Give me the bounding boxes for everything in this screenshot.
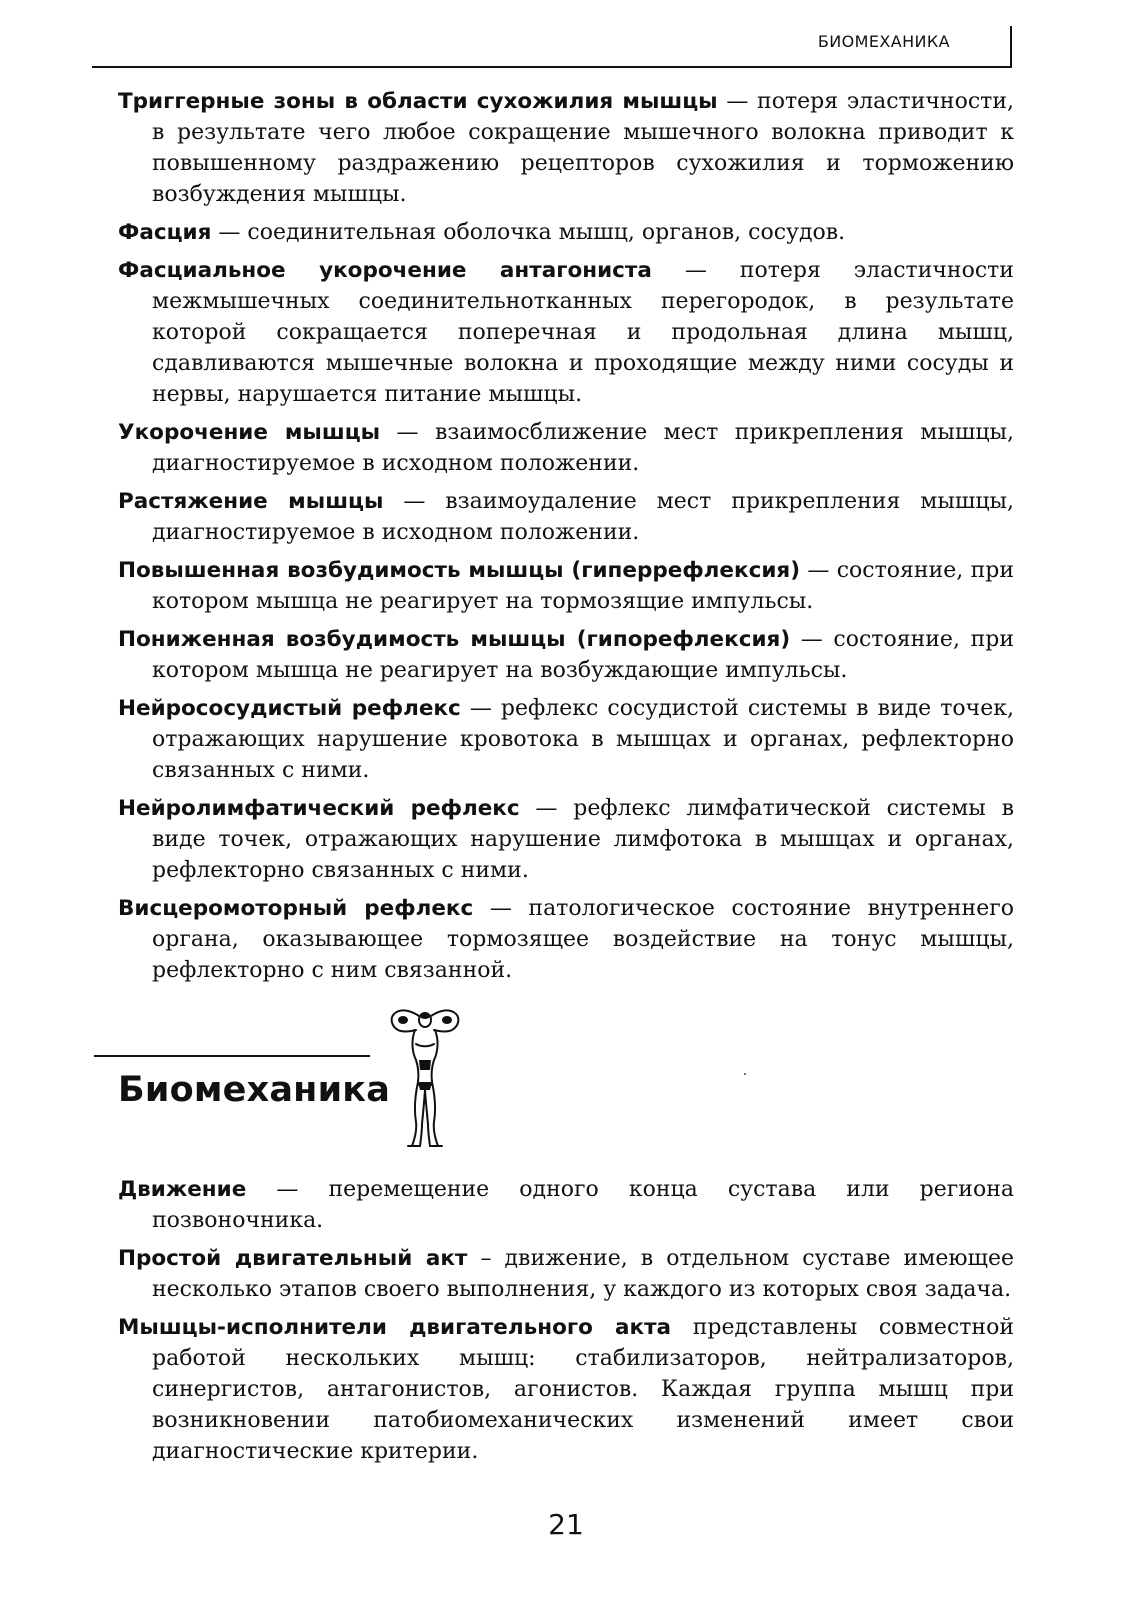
definition-item	[118, 217, 1014, 248]
header-tick	[1010, 26, 1012, 68]
header-rule	[92, 66, 1012, 68]
definition-text: движение, в отдельном суставе имеющее несколько этапов своего выполнения, у каждого из которых своя задача.	[152, 1246, 1014, 1302]
definition-item	[118, 624, 1014, 686]
definition-separator: —	[790, 627, 834, 652]
definition-item	[118, 693, 1014, 786]
page-number: 21	[548, 1508, 584, 1541]
definition-term: Растяжение мышцы	[118, 489, 384, 514]
running-header: БИОМЕХАНИКА	[817, 32, 950, 51]
definition-separator: —	[473, 896, 529, 921]
definitions-list-biomechanics	[118, 1174, 1014, 1474]
definition-text: перемещение одного конца сустава или региона позвоночника.	[152, 1177, 1014, 1233]
definition-text: потеря эластичности, в результате чего любое сокращение мышечного волокна приводит к повышенному раздражению рецепторов сухожилия и торможению возбуждения мышцы.	[152, 89, 1014, 207]
definition-item	[118, 1243, 1014, 1305]
definition-separator: —	[211, 220, 248, 245]
definition-term: Фасция	[118, 220, 212, 245]
definition-separator: —	[717, 89, 758, 114]
definition-term: Пониженная возбудимость мышцы (гипорефлексия)	[118, 627, 791, 652]
definition-term: Нейролимфатический рефлекс	[118, 796, 520, 821]
definition-text: взаимосближение мест прикрепления мышцы, диагностируемое в исходном положении.	[152, 420, 1014, 476]
definition-text: рефлекс сосудистой системы в виде точек, отражающих нарушение кровотока в мышцах и органах, рефлекторно связанных с ними.	[152, 696, 1014, 783]
definition-separator: —	[383, 489, 446, 514]
definition-term: Фасциальное укорочение антагониста	[118, 258, 652, 283]
definition-text: состояние, при котором мышца не реагирует на тормозящие импульсы.	[152, 558, 1014, 614]
definition-item	[118, 255, 1014, 410]
definition-separator: —	[460, 696, 501, 721]
bodybuilder-figure-icon	[378, 1000, 472, 1152]
definition-separator: —	[651, 258, 740, 283]
definition-item	[118, 893, 1014, 986]
section-title: Биомеханика	[118, 1070, 391, 1110]
definition-separator	[671, 1315, 693, 1340]
definition-separator: —	[246, 1177, 329, 1202]
definition-separator: —	[519, 796, 574, 821]
definition-term: Висцеромоторный рефлекс	[118, 896, 474, 921]
speck	[744, 1073, 746, 1075]
definition-separator: –	[467, 1246, 505, 1271]
definition-item	[118, 1312, 1014, 1467]
definition-term: Простой двигательный акт	[118, 1246, 468, 1271]
definition-item	[118, 486, 1014, 548]
definition-term: Триггерные зоны в области сухожилия мышцы	[118, 89, 718, 114]
definitions-list	[118, 86, 1014, 993]
definition-item	[118, 793, 1014, 886]
definition-text: рефлекс лимфатической системы в виде точек, отражающих нарушение лимфотока в мышцах и органах, рефлекторно связанных с ними.	[152, 796, 1014, 883]
definition-separator: —	[800, 558, 837, 583]
section-rule	[94, 1055, 370, 1057]
definition-text: соединительная оболочка мышц, органов, сосудов.	[247, 220, 846, 245]
definition-separator: —	[380, 420, 435, 445]
definition-text: представлены совместной работой нескольких мышц: стабилизаторов, нейтрализаторов, синергистов, антагонистов, агонистов. Каждая группа мышц при возникновении патобиомеханических изменений имеет свои диагностические критерии.	[152, 1315, 1015, 1464]
definition-text: патологическое состояние внутреннего органа, оказывающее тормозящее воздействие на тонус мышцы, рефлекторно с ним связанной.	[152, 896, 1014, 983]
definition-item	[118, 1174, 1014, 1236]
definition-text: состояние, при котором мышца не реагирует на возбуждающие импульсы.	[152, 627, 1014, 683]
definition-term: Укорочение мышцы	[118, 420, 381, 445]
definition-term: Нейрососудистый рефлекс	[118, 696, 461, 721]
definition-text: взаимоудаление мест прикрепления мышцы, диагностируемое в исходном положении.	[152, 489, 1014, 545]
definition-item	[118, 417, 1014, 479]
definition-term: Движение	[118, 1177, 247, 1202]
definition-term: Повышенная возбудимость мышцы (гиперрефлексия)	[118, 558, 801, 583]
definition-item	[118, 555, 1014, 617]
definition-item	[118, 86, 1014, 210]
definition-term: Мышцы-исполнители двигательного акта	[118, 1315, 672, 1340]
definition-text: потеря эластичности межмышечных соединительнотканных перегородок, в результате которой сокращается поперечная и продольная длина мышц, сдавливаются мышечные волокна и проходящие между ними сосуды и нервы, нарушается питание мышцы.	[152, 258, 1014, 407]
